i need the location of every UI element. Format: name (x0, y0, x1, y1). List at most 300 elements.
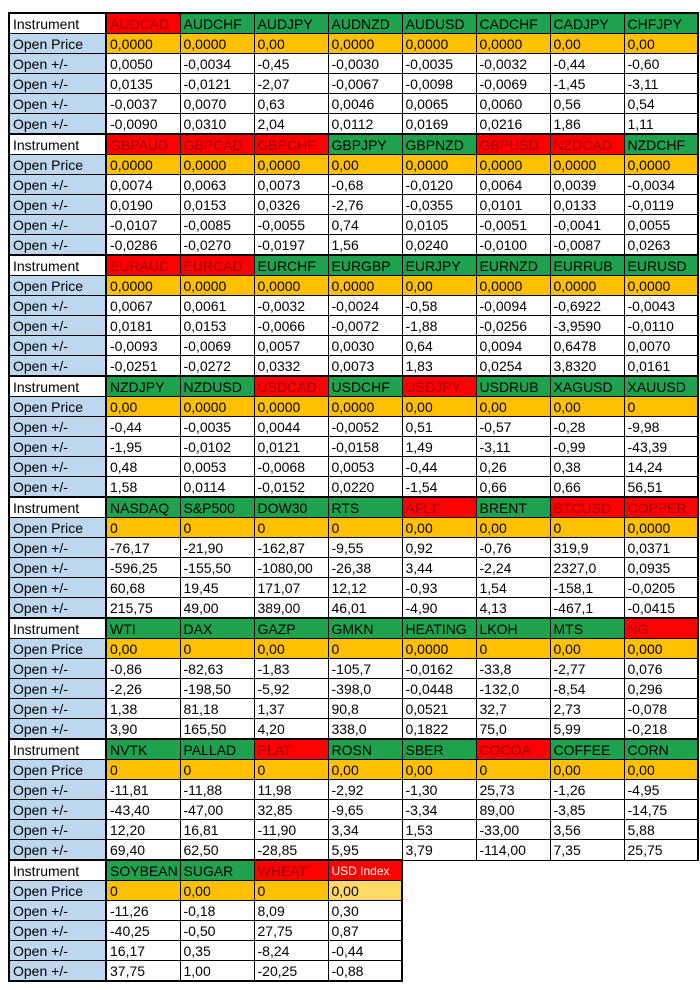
instrument-cell[interactable]: EURCHF (254, 255, 328, 276)
open-change-cell[interactable]: -2,07 (254, 74, 328, 94)
open-change-cell[interactable]: 25,75 (624, 840, 698, 861)
open-price-cell[interactable]: 0 (106, 518, 180, 538)
open-price-cell[interactable]: 0 (476, 639, 550, 659)
open-change-cell[interactable]: -1,30 (402, 780, 476, 800)
open-change-cell[interactable]: -132,0 (476, 679, 550, 699)
open-change-cell[interactable]: 0,48 (106, 457, 180, 477)
open-change-cell[interactable]: 5,95 (328, 840, 402, 861)
open-price-cell[interactable]: 0,00 (328, 881, 402, 901)
row-label-open-change[interactable]: Open +/- (9, 457, 106, 477)
open-change-cell[interactable]: 1,86 (550, 114, 624, 135)
row-label-open-change[interactable]: Open +/- (9, 538, 106, 558)
open-change-cell[interactable]: -0,0270 (180, 235, 254, 256)
open-change-cell[interactable]: 0,87 (328, 921, 402, 941)
open-change-cell[interactable]: 0,63 (254, 94, 328, 114)
open-change-cell[interactable]: -0,45 (254, 54, 328, 74)
open-change-cell[interactable]: 2327,0 (550, 558, 624, 578)
open-change-cell[interactable]: -0,0037 (106, 94, 180, 114)
open-change-cell[interactable]: -5,92 (254, 679, 328, 699)
open-change-cell[interactable]: -0,86 (106, 659, 180, 679)
instrument-cell[interactable]: S&P500 (180, 497, 254, 518)
open-change-cell[interactable]: 46,01 (328, 598, 402, 619)
open-change-cell[interactable]: -0,0034 (180, 54, 254, 74)
open-price-cell[interactable]: 0,0000 (254, 276, 328, 296)
instrument-cell[interactable]: XAGUSD (550, 376, 624, 397)
open-change-cell[interactable]: -0,0355 (402, 195, 476, 215)
open-change-cell[interactable]: 0,296 (624, 679, 698, 699)
open-change-cell[interactable]: -8,54 (550, 679, 624, 699)
open-change-cell[interactable]: -0,0043 (624, 296, 698, 316)
open-change-cell[interactable]: -0,0087 (550, 235, 624, 256)
open-change-cell[interactable]: 0,0053 (328, 457, 402, 477)
open-price-cell[interactable]: 0,0000 (476, 276, 550, 296)
instrument-cell[interactable]: CADCHF (476, 13, 550, 34)
instrument-cell[interactable]: EURGBP (328, 255, 402, 276)
open-change-cell[interactable]: -76,17 (106, 538, 180, 558)
open-price-cell[interactable]: 0,00 (550, 760, 624, 780)
open-change-cell[interactable]: -0,28 (550, 417, 624, 437)
open-change-cell[interactable]: 0,0070 (180, 94, 254, 114)
open-change-cell[interactable]: 319,9 (550, 538, 624, 558)
open-change-cell[interactable]: 0,0254 (476, 356, 550, 377)
row-label-instrument[interactable]: Instrument (9, 134, 106, 155)
row-label-instrument[interactable]: Instrument (9, 13, 106, 34)
open-change-cell[interactable]: 1,37 (254, 699, 328, 719)
open-change-cell[interactable]: -0,68 (328, 175, 402, 195)
open-change-cell[interactable]: -1,83 (254, 659, 328, 679)
open-change-cell[interactable]: 0,38 (550, 457, 624, 477)
open-change-cell[interactable]: 0,0044 (254, 417, 328, 437)
row-label-open-change[interactable]: Open +/- (9, 679, 106, 699)
open-price-cell[interactable]: 0 (180, 518, 254, 538)
row-label-open-price[interactable]: Open Price (9, 518, 106, 538)
open-change-cell[interactable]: 1,53 (402, 820, 476, 840)
open-price-cell[interactable]: 0,0000 (106, 34, 180, 54)
open-change-cell[interactable]: -0,0119 (624, 195, 698, 215)
open-change-cell[interactable]: 0,0153 (180, 316, 254, 336)
open-change-cell[interactable]: 338,0 (328, 719, 402, 740)
open-price-cell[interactable]: 0 (254, 518, 328, 538)
open-change-cell[interactable]: 0,0030 (328, 336, 402, 356)
instrument-cell[interactable]: AUDJPY (254, 13, 328, 34)
instrument-cell[interactable]: DOW30 (254, 497, 328, 518)
open-change-cell[interactable]: 4,13 (476, 598, 550, 619)
open-change-cell[interactable]: -162,87 (254, 538, 328, 558)
open-change-cell[interactable]: 69,40 (106, 840, 180, 861)
open-price-cell[interactable]: 0,00 (328, 760, 402, 780)
row-label-open-change[interactable]: Open +/- (9, 336, 106, 356)
open-change-cell[interactable]: 0,0935 (624, 558, 698, 578)
open-price-cell[interactable]: 0 (106, 760, 180, 780)
open-change-cell[interactable]: 0,0190 (106, 195, 180, 215)
open-change-cell[interactable]: 0,56 (550, 94, 624, 114)
open-change-cell[interactable]: -2,76 (328, 195, 402, 215)
open-change-cell[interactable]: 0,66 (476, 477, 550, 498)
open-change-cell[interactable]: 0,26 (476, 457, 550, 477)
open-change-cell[interactable]: -8,24 (254, 941, 328, 961)
open-change-cell[interactable]: -0,50 (180, 921, 254, 941)
open-change-cell[interactable]: 0,0161 (624, 356, 698, 377)
open-change-cell[interactable]: -0,44 (106, 417, 180, 437)
instrument-cell[interactable]: NZDCAD (550, 134, 624, 155)
open-price-cell[interactable]: 0,00 (550, 639, 624, 659)
open-change-cell[interactable]: -0,0066 (254, 316, 328, 336)
open-price-cell[interactable]: 0,00 (106, 639, 180, 659)
instrument-cell[interactable]: GBPUSD (476, 134, 550, 155)
open-change-cell[interactable]: 0,0101 (476, 195, 550, 215)
open-change-cell[interactable]: -3,9590 (550, 316, 624, 336)
open-change-cell[interactable]: 0,076 (624, 659, 698, 679)
open-price-cell[interactable]: 0,0000 (402, 639, 476, 659)
open-change-cell[interactable]: 0,0521 (402, 699, 476, 719)
row-label-open-change[interactable]: Open +/- (9, 941, 106, 961)
open-price-cell[interactable]: 0,0000 (402, 155, 476, 175)
open-change-cell[interactable]: 0,0114 (180, 477, 254, 498)
open-change-cell[interactable]: 0,0070 (624, 336, 698, 356)
open-change-cell[interactable]: 0,0135 (106, 74, 180, 94)
open-change-cell[interactable]: 7,35 (550, 840, 624, 861)
open-change-cell[interactable]: -0,99 (550, 437, 624, 457)
open-change-cell[interactable]: -3,85 (550, 800, 624, 820)
open-change-cell[interactable]: 12,20 (106, 820, 180, 840)
open-change-cell[interactable]: -0,0072 (328, 316, 402, 336)
open-price-cell[interactable]: 0 (106, 881, 180, 901)
instrument-cell[interactable]: NVTK (106, 739, 180, 760)
open-price-cell[interactable]: 0,0000 (180, 276, 254, 296)
row-label-open-change[interactable]: Open +/- (9, 215, 106, 235)
open-price-cell[interactable]: 0,0000 (476, 34, 550, 54)
instrument-cell[interactable]: EURRUB (550, 255, 624, 276)
open-change-cell[interactable]: -33,00 (476, 820, 550, 840)
open-change-cell[interactable]: 8,09 (254, 901, 328, 921)
open-change-cell[interactable]: -40,25 (106, 921, 180, 941)
instrument-cell[interactable]: PALLAD (180, 739, 254, 760)
row-label-instrument[interactable]: Instrument (9, 497, 106, 518)
open-change-cell[interactable]: 81,18 (180, 699, 254, 719)
open-change-cell[interactable]: 0,0067 (106, 296, 180, 316)
open-change-cell[interactable]: 89,00 (476, 800, 550, 820)
instrument-cell[interactable]: AUDCHF (180, 13, 254, 34)
open-price-cell[interactable]: 0,0000 (254, 155, 328, 175)
open-change-cell[interactable]: 389,00 (254, 598, 328, 619)
open-change-cell[interactable]: -198,50 (180, 679, 254, 699)
open-change-cell[interactable]: -0,078 (624, 699, 698, 719)
row-label-open-change[interactable]: Open +/- (9, 659, 106, 679)
open-change-cell[interactable]: -0,88 (328, 961, 402, 982)
open-change-cell[interactable]: 3,90 (106, 719, 180, 740)
open-change-cell[interactable]: -155,50 (180, 558, 254, 578)
open-change-cell[interactable]: -0,0069 (476, 74, 550, 94)
open-change-cell[interactable]: 165,50 (180, 719, 254, 740)
instrument-cell[interactable]: ROSN (328, 739, 402, 760)
open-change-cell[interactable]: -33,8 (476, 659, 550, 679)
instrument-cell[interactable]: EURCAD (180, 255, 254, 276)
open-price-cell[interactable]: 0,00 (550, 397, 624, 417)
instrument-cell[interactable]: CADJPY (550, 13, 624, 34)
row-label-open-change[interactable]: Open +/- (9, 54, 106, 74)
open-price-cell[interactable]: 0,00 (402, 760, 476, 780)
open-change-cell[interactable]: -0,0024 (328, 296, 402, 316)
open-price-cell[interactable]: 0,0000 (180, 397, 254, 417)
open-change-cell[interactable]: 1,38 (106, 699, 180, 719)
open-change-cell[interactable]: -0,0415 (624, 598, 698, 619)
open-change-cell[interactable]: -14,75 (624, 800, 698, 820)
open-change-cell[interactable]: 1,54 (476, 578, 550, 598)
open-change-cell[interactable]: 60,68 (106, 578, 180, 598)
instrument-cell[interactable]: NASDAQ (106, 497, 180, 518)
open-change-cell[interactable]: -1080,00 (254, 558, 328, 578)
open-change-cell[interactable]: -1,54 (402, 477, 476, 498)
open-change-cell[interactable]: -28,85 (254, 840, 328, 861)
row-label-open-price[interactable]: Open Price (9, 881, 106, 901)
open-change-cell[interactable]: 12,12 (328, 578, 402, 598)
row-label-open-change[interactable]: Open +/- (9, 961, 106, 982)
open-change-cell[interactable]: 16,81 (180, 820, 254, 840)
open-price-cell[interactable]: 0 (328, 639, 402, 659)
open-price-cell[interactable]: 0,00 (402, 276, 476, 296)
open-change-cell[interactable]: 0,0240 (402, 235, 476, 256)
open-change-cell[interactable]: 75,0 (476, 719, 550, 740)
instrument-cell[interactable]: GBPAUD (106, 134, 180, 155)
open-change-cell[interactable]: 3,44 (402, 558, 476, 578)
open-change-cell[interactable]: -0,0030 (328, 54, 402, 74)
open-change-cell[interactable]: 0,0310 (180, 114, 254, 135)
open-change-cell[interactable]: 0,74 (328, 215, 402, 235)
open-change-cell[interactable]: 32,7 (476, 699, 550, 719)
open-change-cell[interactable]: -0,0035 (402, 54, 476, 74)
row-label-instrument[interactable]: Instrument (9, 618, 106, 639)
open-change-cell[interactable]: 0,0074 (106, 175, 180, 195)
open-change-cell[interactable]: -1,88 (402, 316, 476, 336)
open-change-cell[interactable]: 0,0064 (476, 175, 550, 195)
row-label-open-change[interactable]: Open +/- (9, 699, 106, 719)
instrument-cell[interactable]: XAUUSD (624, 376, 698, 397)
row-label-open-change[interactable]: Open +/- (9, 820, 106, 840)
instrument-cell[interactable]: NZDJPY (106, 376, 180, 397)
instrument-cell[interactable]: AUDUSD (402, 13, 476, 34)
open-change-cell[interactable]: 3,79 (402, 840, 476, 861)
open-change-cell[interactable]: 0,54 (624, 94, 698, 114)
instrument-cell[interactable]: GBPCHF (254, 134, 328, 155)
open-change-cell[interactable]: -0,93 (402, 578, 476, 598)
open-change-cell[interactable]: 0,0326 (254, 195, 328, 215)
instrument-cell[interactable]: DAX (180, 618, 254, 639)
open-change-cell[interactable]: 0,0073 (254, 175, 328, 195)
open-change-cell[interactable]: 0,0216 (476, 114, 550, 135)
open-change-cell[interactable]: 0,0220 (328, 477, 402, 498)
open-change-cell[interactable]: 0,0263 (624, 235, 698, 256)
open-change-cell[interactable]: -0,76 (476, 538, 550, 558)
open-price-cell[interactable]: 0 (550, 518, 624, 538)
open-change-cell[interactable]: -21,90 (180, 538, 254, 558)
instrument-cell[interactable]: EURUSD (624, 255, 698, 276)
open-change-cell[interactable]: -0,0102 (180, 437, 254, 457)
open-change-cell[interactable]: 0,0061 (180, 296, 254, 316)
open-change-cell[interactable]: 2,73 (550, 699, 624, 719)
open-change-cell[interactable]: 0,35 (180, 941, 254, 961)
open-change-cell[interactable]: 0,0169 (402, 114, 476, 135)
instrument-cell[interactable]: COCOA (476, 739, 550, 760)
open-change-cell[interactable]: 11,98 (254, 780, 328, 800)
row-label-instrument[interactable]: Instrument (9, 739, 106, 760)
instrument-cell[interactable]: COFFEE (550, 739, 624, 760)
open-change-cell[interactable]: -0,0093 (106, 336, 180, 356)
instrument-cell[interactable]: NZDUSD (180, 376, 254, 397)
open-change-cell[interactable]: -1,26 (550, 780, 624, 800)
open-change-cell[interactable]: -0,0110 (624, 316, 698, 336)
open-change-cell[interactable]: -0,0068 (254, 457, 328, 477)
instrument-cell[interactable]: NG (624, 618, 698, 639)
open-change-cell[interactable]: 1,58 (106, 477, 180, 498)
open-change-cell[interactable]: -0,0035 (180, 417, 254, 437)
open-change-cell[interactable]: 5,99 (550, 719, 624, 740)
open-change-cell[interactable]: 0,1822 (402, 719, 476, 740)
row-label-open-change[interactable]: Open +/- (9, 477, 106, 498)
open-change-cell[interactable]: -0,0272 (180, 356, 254, 377)
open-change-cell[interactable]: -82,63 (180, 659, 254, 679)
open-change-cell[interactable]: -0,60 (624, 54, 698, 74)
open-change-cell[interactable]: -0,0158 (328, 437, 402, 457)
instrument-cell[interactable]: BRENT (476, 497, 550, 518)
open-change-cell[interactable]: -105,7 (328, 659, 402, 679)
open-change-cell[interactable]: 0,0153 (180, 195, 254, 215)
open-change-cell[interactable]: 27,75 (254, 921, 328, 941)
open-price-cell[interactable]: 0,00 (180, 881, 254, 901)
open-change-cell[interactable]: -3,34 (402, 800, 476, 820)
open-price-cell[interactable]: 0,00 (254, 34, 328, 54)
open-change-cell[interactable]: -0,0152 (254, 477, 328, 498)
open-change-cell[interactable]: -2,92 (328, 780, 402, 800)
open-price-cell[interactable]: 0,0000 (550, 276, 624, 296)
row-label-open-price[interactable]: Open Price (9, 397, 106, 417)
open-change-cell[interactable]: -158,1 (550, 578, 624, 598)
open-change-cell[interactable]: 14,24 (624, 457, 698, 477)
open-change-cell[interactable]: -398,0 (328, 679, 402, 699)
instrument-cell[interactable]: SOYBEAN (106, 860, 180, 881)
instrument-cell[interactable]: EURAUD (106, 255, 180, 276)
open-change-cell[interactable]: 16,17 (106, 941, 180, 961)
open-change-cell[interactable]: 0,0065 (402, 94, 476, 114)
open-change-cell[interactable]: 0,0053 (180, 457, 254, 477)
row-label-open-change[interactable]: Open +/- (9, 578, 106, 598)
row-label-open-change[interactable]: Open +/- (9, 114, 106, 135)
row-label-instrument[interactable]: Instrument (9, 376, 106, 397)
open-price-cell[interactable]: 0,00 (328, 155, 402, 175)
instrument-cell[interactable]: PLAT (254, 739, 328, 760)
instrument-cell[interactable]: WTI (106, 618, 180, 639)
open-change-cell[interactable]: 32,85 (254, 800, 328, 820)
open-change-cell[interactable]: 0,0371 (624, 538, 698, 558)
row-label-open-change[interactable]: Open +/- (9, 195, 106, 215)
open-change-cell[interactable]: 0,0060 (476, 94, 550, 114)
open-price-cell[interactable]: 0,0000 (624, 276, 698, 296)
row-label-open-change[interactable]: Open +/- (9, 94, 106, 114)
open-change-cell[interactable]: 4,20 (254, 719, 328, 740)
open-price-cell[interactable]: 0,00 (106, 397, 180, 417)
open-change-cell[interactable]: -0,0120 (402, 175, 476, 195)
open-change-cell[interactable]: -0,0256 (476, 316, 550, 336)
row-label-open-change[interactable]: Open +/- (9, 558, 106, 578)
open-change-cell[interactable]: -2,26 (106, 679, 180, 699)
open-change-cell[interactable]: 0,0046 (328, 94, 402, 114)
instrument-cell[interactable]: COPPER (624, 497, 698, 518)
open-change-cell[interactable]: -3,11 (624, 74, 698, 94)
open-change-cell[interactable]: -0,44 (328, 941, 402, 961)
row-label-open-price[interactable]: Open Price (9, 34, 106, 54)
open-change-cell[interactable]: -0,0041 (550, 215, 624, 235)
open-change-cell[interactable]: -2,24 (476, 558, 550, 578)
open-change-cell[interactable]: -4,95 (624, 780, 698, 800)
open-change-cell[interactable]: 0,0332 (254, 356, 328, 377)
row-label-open-change[interactable]: Open +/- (9, 316, 106, 336)
open-change-cell[interactable]: -0,0032 (476, 54, 550, 74)
row-label-open-change[interactable]: Open +/- (9, 901, 106, 921)
open-change-cell[interactable]: -596,25 (106, 558, 180, 578)
open-change-cell[interactable]: 2,04 (254, 114, 328, 135)
open-price-cell[interactable]: 0,0000 (180, 34, 254, 54)
row-label-open-price[interactable]: Open Price (9, 155, 106, 175)
instrument-cell[interactable]: USDJPY (402, 376, 476, 397)
open-change-cell[interactable]: -11,26 (106, 901, 180, 921)
row-label-instrument[interactable]: Instrument (9, 255, 106, 276)
open-change-cell[interactable]: -9,65 (328, 800, 402, 820)
open-change-cell[interactable]: -0,58 (402, 296, 476, 316)
open-change-cell[interactable]: -0,0067 (328, 74, 402, 94)
instrument-cell[interactable]: SBER (402, 739, 476, 760)
open-change-cell[interactable]: 0,66 (550, 477, 624, 498)
open-price-cell[interactable]: 0,0000 (624, 155, 698, 175)
open-price-cell[interactable]: 0,00 (624, 760, 698, 780)
open-change-cell[interactable]: -9,55 (328, 538, 402, 558)
open-change-cell[interactable]: -1,45 (550, 74, 624, 94)
open-change-cell[interactable]: -0,0090 (106, 114, 180, 135)
open-change-cell[interactable]: 215,75 (106, 598, 180, 619)
instrument-cell[interactable]: USDRUB (476, 376, 550, 397)
open-change-cell[interactable]: -114,00 (476, 840, 550, 861)
open-change-cell[interactable]: -467,1 (550, 598, 624, 619)
open-change-cell[interactable]: -0,0055 (254, 215, 328, 235)
open-change-cell[interactable]: 37,75 (106, 961, 180, 982)
open-change-cell[interactable]: 0,0073 (328, 356, 402, 377)
instrument-cell[interactable]: GBPJPY (328, 134, 402, 155)
open-change-cell[interactable]: -0,18 (180, 901, 254, 921)
open-change-cell[interactable]: 171,07 (254, 578, 328, 598)
row-label-open-change[interactable]: Open +/- (9, 437, 106, 457)
instrument-cell[interactable]: USDCAD (254, 376, 328, 397)
instrument-cell[interactable]: USD Index (328, 860, 402, 881)
open-change-cell[interactable]: 0,0181 (106, 316, 180, 336)
open-change-cell[interactable]: 3,8320 (550, 356, 624, 377)
open-change-cell[interactable]: 3,56 (550, 820, 624, 840)
open-price-cell[interactable]: 0 (180, 639, 254, 659)
open-change-cell[interactable]: -0,0034 (624, 175, 698, 195)
open-change-cell[interactable]: 0,30 (328, 901, 402, 921)
row-label-instrument[interactable]: Instrument (9, 860, 106, 881)
open-change-cell[interactable]: 1,11 (624, 114, 698, 135)
instrument-cell[interactable]: CORN (624, 739, 698, 760)
open-change-cell[interactable]: -9,98 (624, 417, 698, 437)
open-change-cell[interactable]: 1,83 (402, 356, 476, 377)
open-price-cell[interactable]: 0,00 (550, 34, 624, 54)
open-change-cell[interactable]: -0,0197 (254, 235, 328, 256)
row-label-open-change[interactable]: Open +/- (9, 74, 106, 94)
row-label-open-change[interactable]: Open +/- (9, 780, 106, 800)
open-change-cell[interactable]: 1,49 (402, 437, 476, 457)
open-change-cell[interactable]: -0,0069 (180, 336, 254, 356)
open-price-cell[interactable]: 0,0000 (328, 34, 402, 54)
open-change-cell[interactable]: -20,25 (254, 961, 328, 982)
open-change-cell[interactable]: -0,0107 (106, 215, 180, 235)
